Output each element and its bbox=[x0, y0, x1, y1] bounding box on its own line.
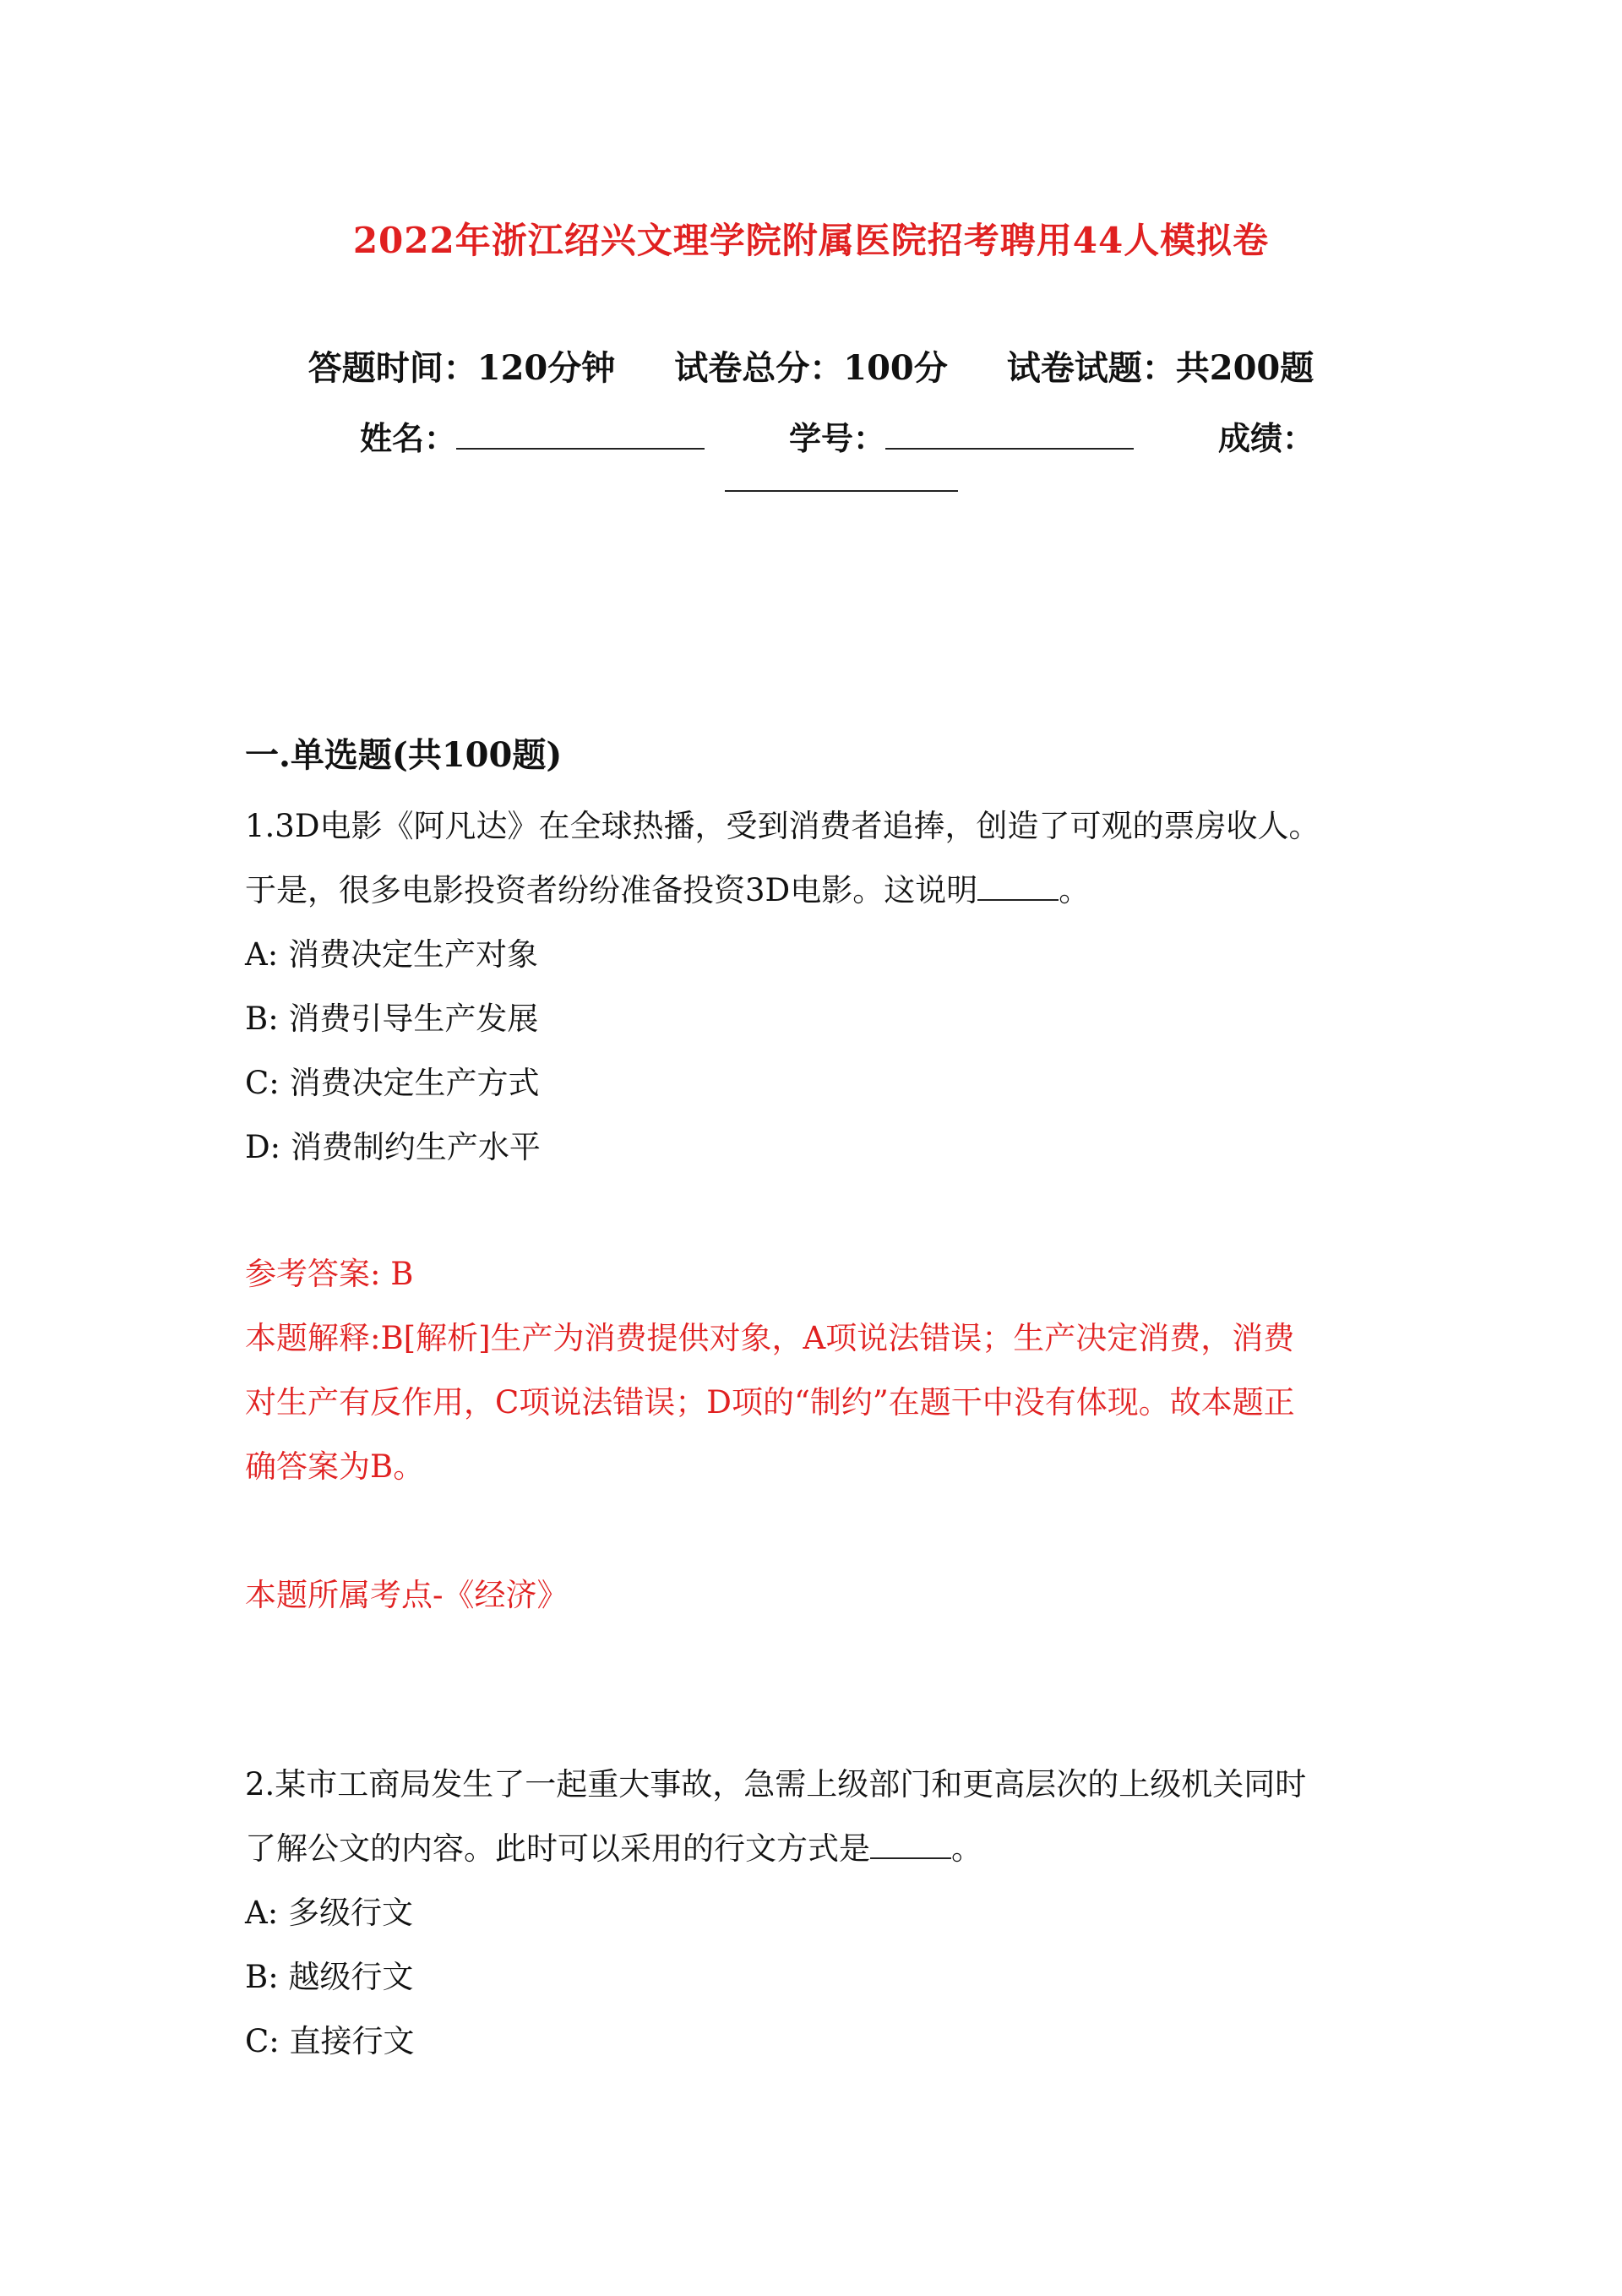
q2-stem-end: 。 bbox=[951, 1830, 982, 1867]
exam-question-count: 试卷试题：共200题 bbox=[1006, 348, 1314, 388]
q2-option-c: C: 直接行文 bbox=[245, 2023, 415, 2059]
q2-stem-line2 bbox=[245, 1817, 982, 1881]
student-id-field bbox=[789, 412, 1134, 459]
q1-stem-line1: 1.3D电影《阿凡达》在全球热播，受到消费者追捧，创造了可观的票房收人。 bbox=[245, 808, 1320, 844]
q1-option-b: B: 消费引导生产发展 bbox=[245, 1001, 539, 1037]
q1-option-a: A: 消费决定生产对象 bbox=[245, 936, 538, 973]
q2-option-b: B: 越级行文 bbox=[245, 1959, 414, 1995]
q1-option-d: D: 消费制约生产水平 bbox=[245, 1129, 541, 1165]
name-label: 姓名： bbox=[360, 419, 457, 457]
exam-time: 答题时间：120分钟 bbox=[308, 348, 616, 388]
q2-stem-line1: 2.某市工商局发生了一起重大事故，急需上级部门和更高层次的上级机关同时 bbox=[245, 1766, 1307, 1802]
student-id-label: 学号： bbox=[789, 419, 886, 457]
name-field bbox=[360, 412, 705, 459]
q1-answer-blank bbox=[977, 874, 1059, 901]
name-blank[interactable] bbox=[456, 417, 705, 450]
score-label: 成绩： bbox=[1218, 419, 1315, 457]
section-title: 一.单选题(共100题) bbox=[245, 735, 563, 775]
score-blank[interactable] bbox=[725, 463, 958, 492]
q2-stem-text: 了解公文的内容。此时可以采用的行文方式是 bbox=[245, 1830, 870, 1867]
q1-explanation-line2: 对生产有反作用，C项说法错误；D项的“制约”在题干中没有体现。故本题正 bbox=[245, 1384, 1295, 1421]
q1-option-c: C: 消费决定生产方式 bbox=[245, 1065, 540, 1101]
exam-meta bbox=[0, 341, 1622, 390]
q1-stem-line2 bbox=[245, 859, 1090, 923]
q1-answer: 参考答案: B bbox=[245, 1256, 414, 1292]
q1-stem-end: 。 bbox=[1059, 872, 1091, 908]
q2-answer-blank bbox=[870, 1832, 951, 1859]
q1-explanation-line3: 确答案为B。 bbox=[245, 1448, 425, 1485]
q1-topic: 本题所属考点-《经济》 bbox=[245, 1577, 569, 1613]
student-id-blank[interactable] bbox=[885, 417, 1134, 450]
q1-stem-text: 于是，很多电影投资者纷纷准备投资3D电影。这说明 bbox=[245, 872, 978, 908]
q2-option-a: A: 多级行文 bbox=[245, 1895, 413, 1931]
exam-title: 2022年浙江绍兴文理学院附属医院招考聘用44人模拟卷 bbox=[352, 220, 1270, 261]
q1-explanation-line1: 本题解释:B[解析]生产为消费提供对象，A项说法错误；生产决定消费，消费 bbox=[245, 1320, 1295, 1356]
score-field bbox=[1218, 412, 1314, 459]
exam-total-score: 试卷总分：100分 bbox=[674, 348, 948, 388]
